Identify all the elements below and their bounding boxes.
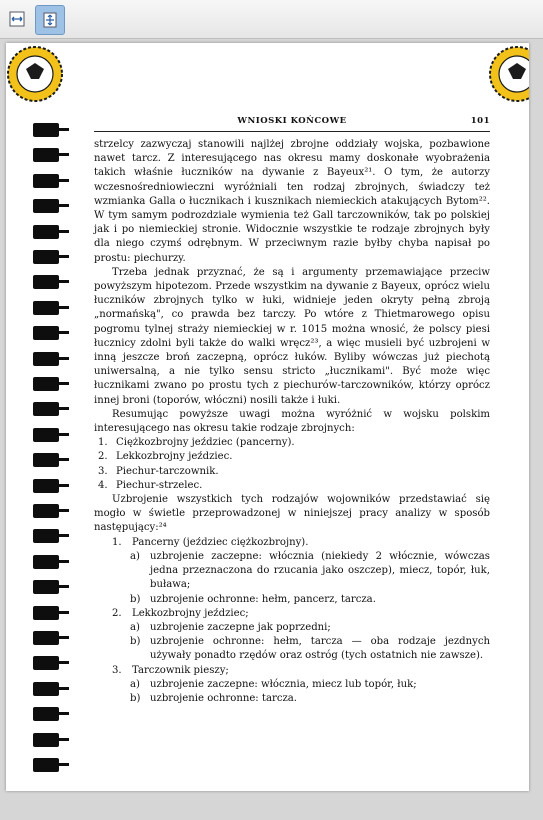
binding-mark — [33, 326, 59, 340]
page-number: 101 — [470, 116, 490, 126]
binding-mark — [33, 199, 59, 213]
binding-mark — [33, 555, 59, 569]
page-body — [94, 138, 490, 706]
list-subitem: a) uzbrojenie zaczepne: włócznia, miecz lub topór, łuk; — [130, 678, 417, 690]
binding-mark — [33, 148, 59, 162]
header-rule — [94, 131, 490, 132]
paragraph: Trzeba jednak przyznać, że są i argumenty przemawiające przeciw powyższym hipotezom. Przede wszystkim na dywanie z Bayeux, oprócz wielu łuczników zbrojnych tylko w łuki, widnieje jeden okryty pełną zbroją „normańską", co prawda bez tarczy. Po wtóre z Thietmarowego opisu pogromu tylnej straży niemieckiej w r. 1015 można wnosić, że polscy piesi łucznicy zdolni byli także do walki wręcz²³, a więc musieli być uzbrojeni w inną jeszcze broń zaczepną, oprócz łuków. Byliby wówczas już piechotą uniwersalną, a nie tylko sensu stricto „łucznikami". Być może więc łucznikami zwano po prostu tych z piechurów-tarczowników, którzy oprócz innej broni (toporów, włóczni) nosili także i łuki. — [94, 266, 490, 406]
binding-mark — [33, 631, 59, 645]
binding-mark — [33, 250, 59, 264]
fit-page-button[interactable] — [35, 5, 65, 35]
running-head-title: WNIOSKI KOŃCOWE — [237, 116, 347, 126]
binding-mark — [33, 504, 59, 518]
binding-mark — [33, 758, 59, 772]
fit-width-button[interactable] — [3, 5, 31, 33]
binding-mark — [33, 682, 59, 696]
list-item: 3. Piechur-tarczownik. — [98, 465, 219, 477]
binding-mark — [33, 428, 59, 442]
toolbar — [0, 0, 543, 39]
binding-mark — [33, 402, 59, 416]
document-viewer[interactable] — [0, 39, 543, 820]
list-item: 2. Lekkozbrojny jeździec. — [98, 451, 233, 463]
binding-mark — [33, 453, 59, 467]
list-item: 3. Tarczownik pieszy; — [112, 664, 229, 676]
list-item: 1. Pancerny (jeździec ciężkozbrojny). — [112, 536, 309, 548]
list-subitem: a) uzbrojenie zaczepne jak poprzedni; — [130, 621, 331, 633]
binding-mark — [33, 352, 59, 366]
list-subitem: b) uzbrojenie ochronne: tarcza. — [130, 692, 298, 704]
paragraph: strzelcy zazwyczaj stanowili najlżej zbrojne oddziały wojska, pozbawione nawet tarcz. Z interesującego nas okresu mamy doskonałe wyobrażenia takich właśnie łuczników na dywanie z Bayeux²¹. O tym, że autorzy wczesnośredniowieczni wyróżniali ten rodzaj zbrojnych, świadczy też wzmianka Galla o łucznikach i kusznikach niemieckich atakujących Bytom²². W tym samym podrozdziale wymienia też Gall tarczowników, tak po polskiej jak i po niemieckiej stronie. Widocznie wszystkie te rodzaje zbrojnych były dla niego czymś odrębnym. W przeciwnym razie byłby chyba napisał po prostu: piechurzy. — [94, 139, 490, 264]
binding-mark — [33, 301, 59, 315]
binding-mark — [33, 733, 59, 747]
binding-mark — [33, 225, 59, 239]
document-page — [6, 43, 529, 791]
binding-mark — [33, 580, 59, 594]
binding-mark — [33, 529, 59, 543]
list-subitem: a) uzbrojenie zaczepne: włócznia (niekiedy 2 włócznie, wówczas jedna przeznaczona do rzucania jako oszczep), miecz, topór, łuk, buława; — [130, 550, 490, 591]
binding-mark — [33, 123, 59, 137]
paragraph: Resumując powyższe uwagi można wyróżnić w wojsku polskim interesującego nas okresu takie rodzaje zbrojnych: — [94, 408, 490, 435]
binding-marks — [33, 123, 73, 788]
pdf-xchange-badge-right[interactable] — [488, 45, 529, 103]
list-subitem: b) uzbrojenie ochronne: hełm, tarcza — oba rodzaje jezdnych używały ponadto rzędów oraz ostróg (tych ostatnich nie zawsze). — [130, 636, 490, 662]
binding-mark — [33, 707, 59, 721]
armament-list — [94, 536, 490, 706]
warrior-types-list — [94, 436, 490, 493]
binding-mark — [33, 275, 59, 289]
fit-width-icon — [8, 10, 26, 28]
paragraph: Uzbrojenie wszystkich tych rodzajów wojowników przedstawiać się mogło w świetle przeprowadzonej w niniejszej pracy analizy w sposób następujący:²⁴ — [94, 494, 490, 534]
binding-mark — [33, 174, 59, 188]
fit-page-icon — [41, 11, 59, 29]
list-item: 4. Piechur-strzelec. — [98, 479, 203, 491]
list-item: 1. Ciężkozbrojny jeździec (pancerny). — [98, 437, 295, 449]
pdf-xchange-badge-left[interactable] — [6, 45, 64, 103]
binding-mark — [33, 479, 59, 493]
list-subitem: b) uzbrojenie ochronne: hełm, pancerz, tarcza. — [130, 593, 376, 605]
binding-mark — [33, 656, 59, 670]
binding-mark — [33, 606, 59, 620]
list-item: 2. Lekkozbrojny jeździec; — [112, 607, 249, 619]
binding-mark — [33, 377, 59, 391]
